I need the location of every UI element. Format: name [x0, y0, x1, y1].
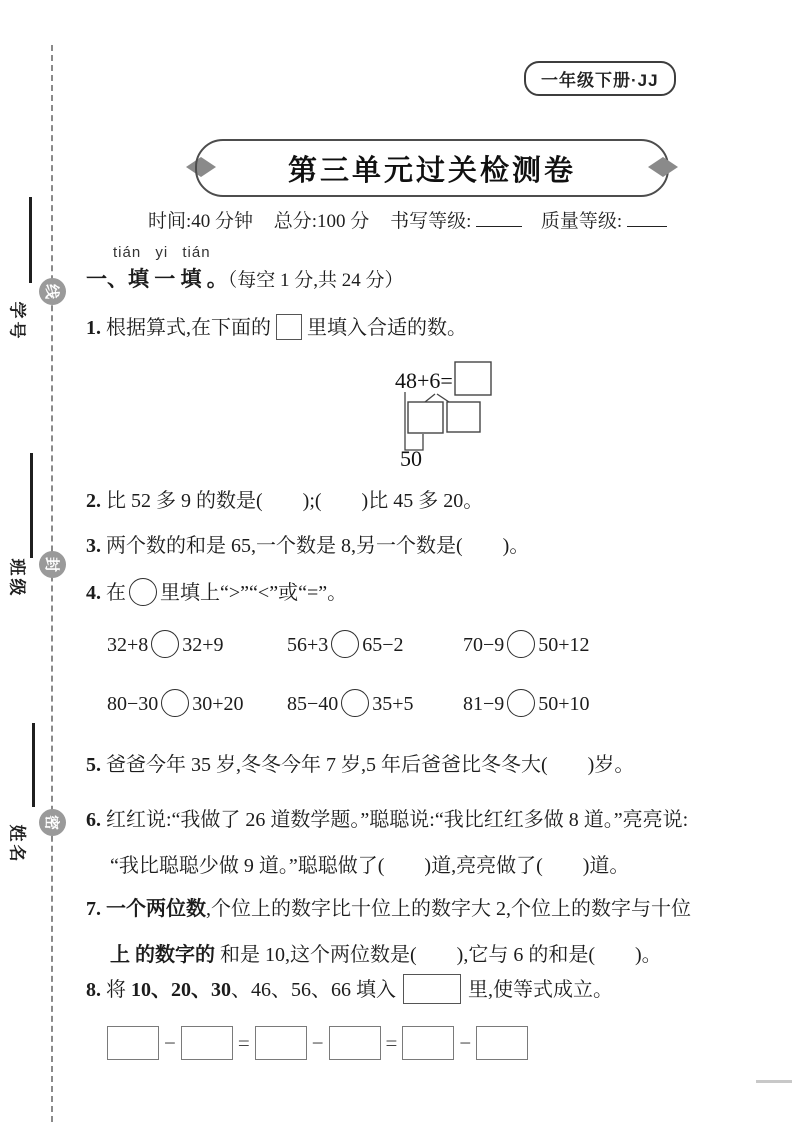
question-6 — [86, 797, 746, 889]
cmp-right: 50+12 — [538, 634, 590, 656]
question-3 — [86, 533, 746, 559]
question-2-number: 2. — [86, 490, 101, 512]
comparison-item — [107, 689, 287, 717]
question-1-text: 根据算式,在下面的 — [106, 317, 271, 339]
question-4 — [86, 578, 746, 606]
question-7-number: 7. — [86, 898, 101, 920]
equals-sign: = — [237, 1030, 250, 1055]
question-7-line2 — [86, 932, 746, 978]
question-2 — [86, 488, 746, 514]
question-4-number: 4. — [86, 582, 101, 604]
question-1-text-after: 里填入合适的数。 — [307, 317, 467, 339]
quality-grade-blank[interactable] — [627, 207, 667, 227]
name-write-line[interactable] — [32, 723, 35, 807]
comparison-circle[interactable] — [507, 689, 535, 717]
minus-sign: − — [459, 1030, 472, 1055]
question-7-text2-bold: 上 的数字的 — [110, 944, 220, 966]
cmp-left: 70−9 — [463, 634, 505, 656]
question-5 — [86, 752, 746, 778]
writing-grade-blank[interactable] — [476, 207, 522, 227]
exam-info-line — [148, 206, 748, 233]
right-diamond-ornament — [648, 157, 678, 177]
cmp-right: 65−2 — [362, 634, 404, 656]
question-8-text-mid: 、46、56、66 填入 — [231, 979, 396, 1001]
student-id-write-line[interactable] — [29, 197, 32, 283]
comparison-circle[interactable] — [161, 689, 189, 717]
minus-sign: − — [311, 1030, 324, 1055]
comparison-item — [463, 689, 647, 717]
question-6-text1: 红红说:“我做了 26 道数学题。”聪聪说:“我比红红多做 8 道。”亮亮说: — [106, 809, 689, 831]
q1-decomposition-diagram — [383, 358, 513, 476]
question-5-text: 爸爸今年 35 岁,冬冬今年 7 岁,5 年后爸爸比冬冬大( )岁。 — [106, 754, 635, 776]
diagram-sum-box[interactable] — [455, 362, 491, 395]
question-7-text2: 和是 10,这个两位数是( ),它与 6 的和是( )。 — [220, 944, 662, 966]
diagram-part-box-left[interactable] — [408, 402, 443, 433]
question-3-text: 两个数的和是 65,一个数是 8,另一个数是( )。 — [106, 535, 530, 557]
cmp-right: 32+9 — [182, 634, 224, 656]
section-heading — [86, 263, 404, 293]
comparison-circle[interactable] — [507, 630, 535, 658]
class-write-line[interactable] — [30, 453, 33, 558]
q4-row-1 — [107, 630, 647, 658]
comparison-circle[interactable] — [331, 630, 359, 658]
question-8-number: 8. — [86, 979, 101, 1001]
class-label: 班级 — [7, 558, 27, 599]
seal-char-feng: 封 — [39, 551, 66, 578]
question-4-text-before: 在 — [106, 582, 126, 604]
scan-corner-mark — [756, 1080, 792, 1083]
page-title: 第三单元过关检测卷 — [287, 154, 576, 187]
question-8-text-post: 里,使等式成立。 — [468, 979, 613, 1001]
cmp-left: 81−9 — [463, 693, 505, 715]
comparison-item — [463, 630, 647, 658]
question-1 — [86, 314, 746, 341]
equation-answer-box[interactable] — [107, 1026, 159, 1060]
cmp-left: 80−30 — [107, 693, 159, 715]
question-7-text1: ,个位上的数字比十位上的数字大 2,个位上的数字与十位 — [206, 898, 691, 920]
cmp-left: 32+8 — [107, 634, 149, 656]
total-score: 总分:100 分 — [273, 211, 370, 232]
comparison-circle[interactable] — [151, 630, 179, 658]
comparison-item — [287, 630, 463, 658]
comparison-item — [107, 630, 287, 658]
question-8-numbers: 10、20、30 — [131, 979, 231, 1001]
section-title: 一、填 一 填 。 — [86, 267, 228, 291]
title-banner — [195, 139, 669, 197]
question-3-number: 3. — [86, 535, 101, 557]
writing-grade-label: 书写等级: — [390, 211, 472, 232]
equals-sign: = — [385, 1030, 398, 1055]
cmp-left: 56+3 — [287, 634, 329, 656]
time-limit: 时间:40 分钟 — [148, 211, 254, 232]
section-points-note: （每空 1 分,共 24 分） — [227, 270, 404, 291]
name-label: 姓名 — [7, 824, 27, 865]
question-7-text1-bold: 一个两位数 — [106, 898, 206, 920]
question-6-line1 — [86, 797, 746, 843]
seal-fold-dashed-line — [51, 45, 53, 1122]
question-4-text-after: 里填上“>”“<”或“=”。 — [160, 582, 348, 604]
question-1-number: 1. — [86, 317, 101, 339]
q4-row-2 — [107, 689, 647, 717]
quality-grade-label: 质量等级: — [540, 211, 623, 232]
equation-answer-box[interactable] — [255, 1026, 307, 1060]
equation-answer-box[interactable] — [329, 1026, 381, 1060]
minus-sign: − — [164, 1030, 176, 1055]
cmp-right: 30+20 — [192, 693, 244, 715]
diagram-expression: 48+6= — [395, 368, 453, 393]
q4-comparison-grid — [107, 630, 647, 748]
cmp-left: 85−40 — [287, 693, 339, 715]
cmp-right: 50+10 — [538, 693, 590, 715]
question-5-number: 5. — [86, 754, 101, 776]
equation-answer-box[interactable] — [476, 1026, 528, 1060]
seal-char-mi: 密 — [39, 809, 66, 836]
question-7-line1 — [86, 886, 746, 932]
seal-char-xian: 线 — [39, 278, 66, 305]
diagram-part-box-right[interactable] — [447, 402, 480, 432]
student-id-label: 学号 — [7, 301, 27, 342]
comparison-circle[interactable] — [341, 689, 369, 717]
question-8 — [86, 974, 746, 1004]
question-6-line2: “我比聪聪少做 9 道。”聪聪做了( )道,亮亮做了( )道。 — [110, 855, 630, 877]
equation-answer-box[interactable] — [181, 1026, 233, 1060]
equation-answer-box[interactable] — [402, 1026, 454, 1060]
q8-equation-row — [107, 1026, 528, 1060]
question-4-sample-circle — [129, 578, 157, 606]
question-6-number: 6. — [86, 809, 101, 831]
section-pinyin: tián yi tián — [113, 244, 211, 261]
edition-badge: 一年级下册·JJ — [524, 61, 676, 96]
question-1-inline-answer-box[interactable] — [276, 314, 302, 340]
diagram-bottom-label: 50 — [400, 446, 422, 471]
question-8-text-pre: 将 — [106, 979, 131, 1001]
comparison-item — [287, 689, 463, 717]
question-8-inline-box[interactable] — [403, 974, 461, 1004]
question-2-text: 比 52 多 9 的数是( );( )比 45 多 20。 — [106, 490, 484, 512]
cmp-right: 35+5 — [372, 693, 414, 715]
question-7 — [86, 886, 746, 978]
